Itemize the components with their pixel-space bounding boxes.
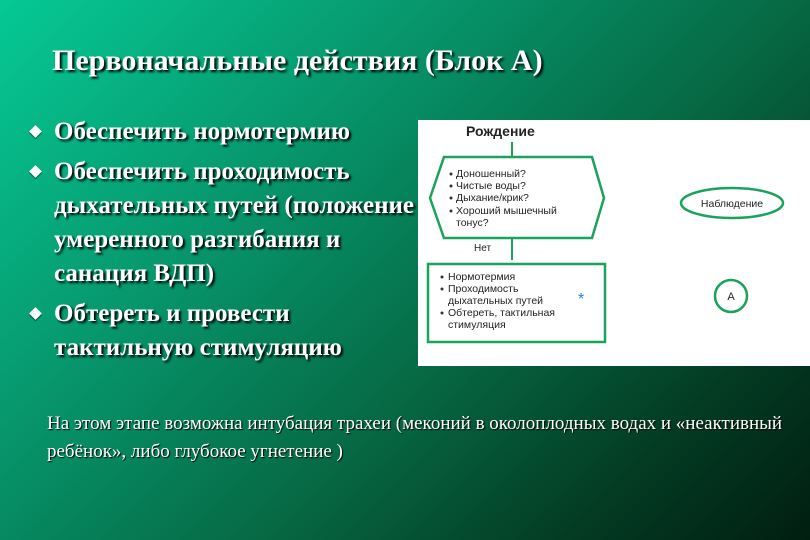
diamond-bullet-icon — [29, 125, 42, 138]
flow-question: Чистые воды? — [456, 180, 526, 192]
slide-title: Первоначальные действия (Блок А) — [52, 44, 543, 77]
flow-bullet-dot — [450, 185, 453, 188]
diamond-bullet-icon — [29, 307, 42, 320]
flow-start-label: Рождение — [466, 123, 535, 139]
note-text: На этом этапе возможна интубация трахеи (меконий в околоплодных водах и «неактивный ребёнок», либо глубокое угнетение ) — [47, 413, 783, 462]
flow-bullet-dot — [441, 312, 444, 315]
flow-action: стимуляция — [448, 319, 506, 331]
flowchart-svg — [418, 120, 810, 366]
flow-question: тонус? — [456, 217, 489, 229]
bullet-text: Обеспечить нормотермию — [54, 118, 350, 145]
flow-action: Нормотермия — [448, 271, 516, 283]
flow-question: Хороший мышечный — [456, 205, 557, 217]
flow-action: Проходимость — [448, 283, 519, 295]
bullet-item — [30, 115, 420, 149]
flow-asterisk: * — [578, 291, 585, 308]
flow-bullet-dot — [450, 210, 453, 213]
bullet-item — [30, 155, 420, 291]
diamond-bullet-icon — [29, 165, 42, 178]
bullet-list — [30, 115, 420, 371]
flow-bullet-dot — [450, 197, 453, 200]
flow-no-label: Нет — [474, 243, 492, 254]
flow-bullet-dot — [450, 173, 453, 176]
bullet-text: Обеспечить проходимость дыхательных путей (положение умеренного разгибания и санация ВДП) — [54, 158, 415, 287]
flow-bullet-dot — [441, 288, 444, 291]
flow-bullet-dot — [441, 276, 444, 279]
flow-action: дыхательных путей — [448, 295, 544, 307]
flow-block-a-label: A — [727, 291, 735, 303]
flow-question: Дыхание/крик? — [456, 192, 529, 204]
flowchart-image — [418, 120, 810, 366]
flow-observation-label: Наблюдение — [700, 198, 764, 210]
bullet-item — [30, 297, 420, 365]
flow-question: Доношенный? — [456, 168, 526, 180]
bullet-text: Обтереть и провести тактильную стимуляцию — [54, 300, 342, 361]
flow-action: Обтереть, тактильная — [448, 307, 555, 319]
